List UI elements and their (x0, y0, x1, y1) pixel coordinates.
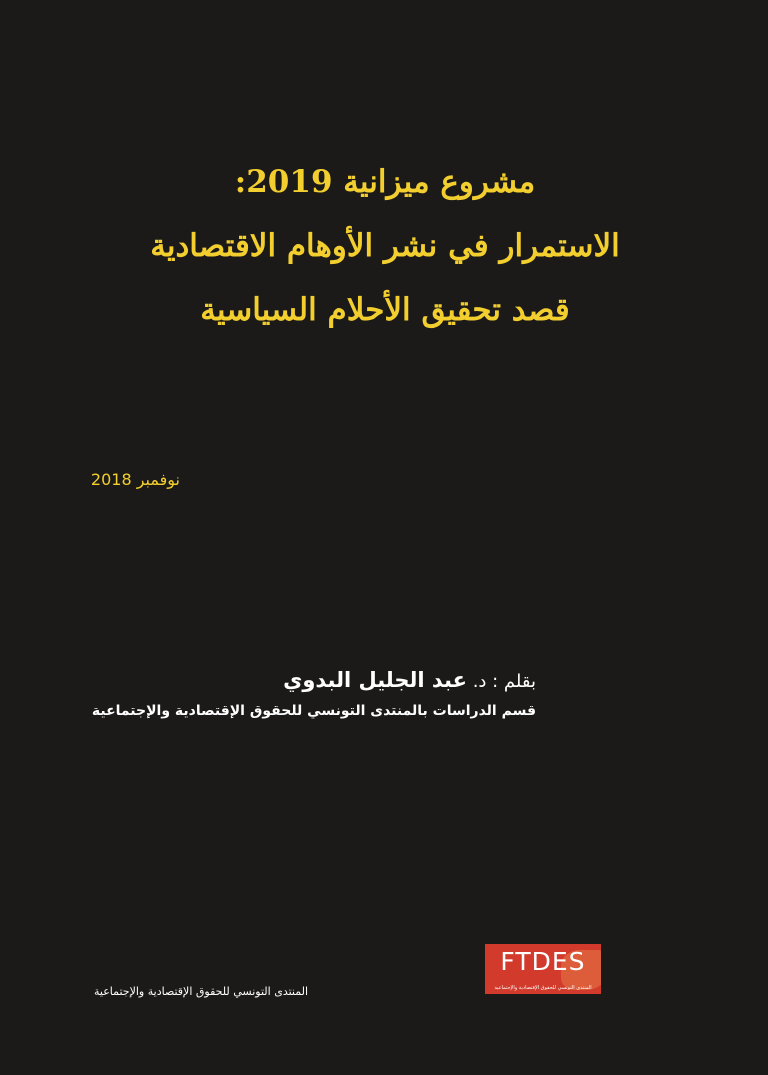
author-name: عبد الجليل البدوي (283, 668, 467, 692)
title-line-3: قصد تحقيق الأحلام السياسية (200, 292, 570, 328)
logo-subtext: المنتدى التونسي للحقوق الإقتصادية والإجتماعية (494, 985, 592, 991)
title-line-1: مشروع ميزانية 2019: (234, 164, 536, 200)
footer-organization: المنتدى التونسي للحقوق الإقتصادية والإجتماعية (93, 985, 308, 998)
publication-date: نوفمبر 2018 (90, 470, 180, 489)
ftdes-logo (485, 944, 601, 994)
author-line (283, 668, 536, 692)
cover-title (40, 150, 730, 342)
author-prefix: بقلم : د. (472, 671, 536, 692)
department: قسم الدراسات بالمنتدى التونسي للحقوق الإقتصادية والإجتماعية (91, 703, 536, 719)
logo-text: FTDES (500, 947, 586, 976)
title-line-2: الاستمرار في نشر الأوهام الاقتصادية (150, 228, 620, 264)
